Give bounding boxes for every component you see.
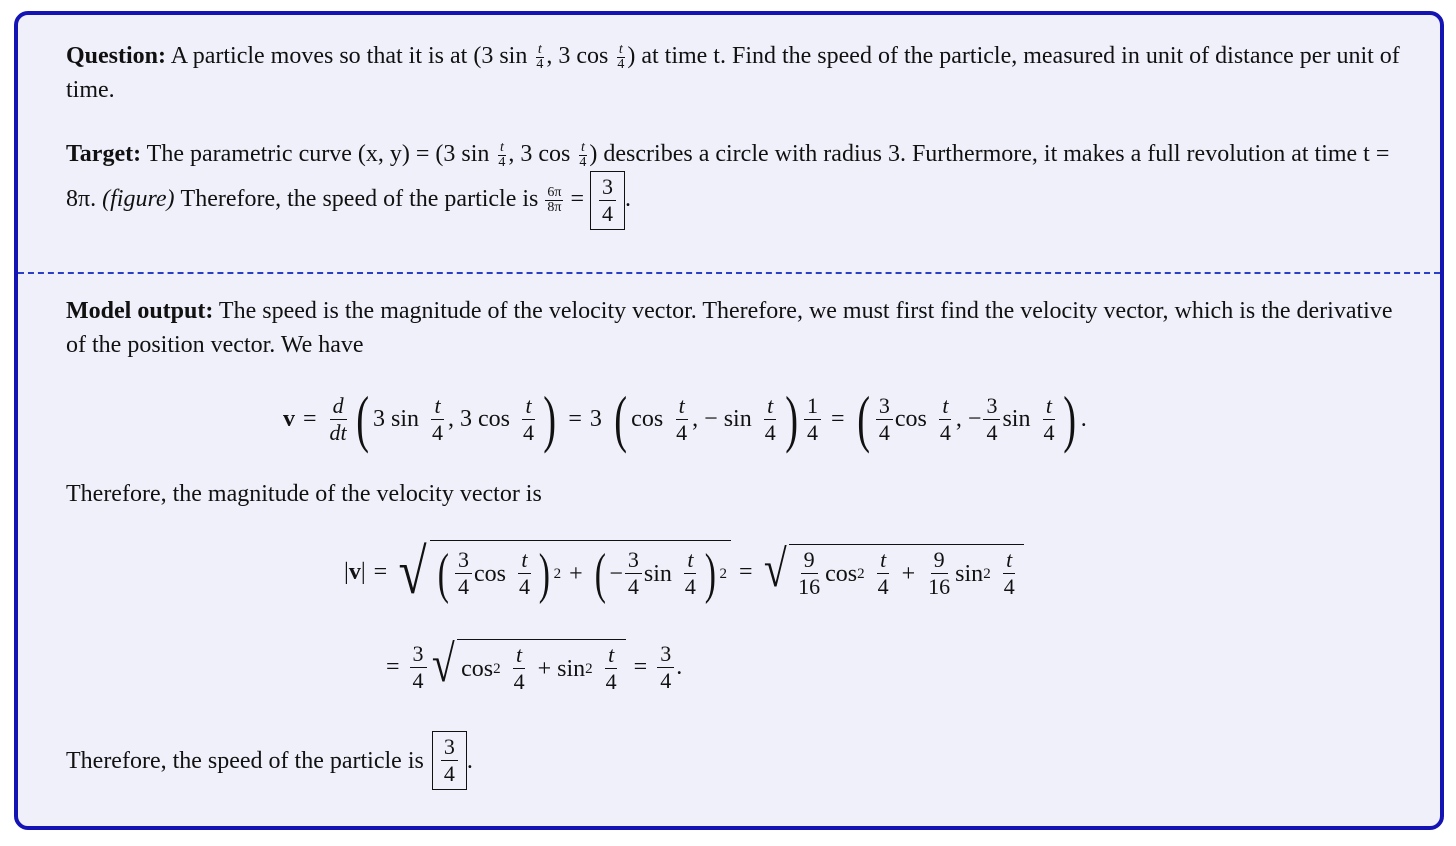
target-answer-den: 4 [602,201,614,226]
magnitude-intro-section [66,477,1402,511]
target-text-1: The parametric curve (x, y) = [146,141,430,167]
magnitude-equation-line2: = $\frac{3}{4}$ √ cos 2 $\frac{t}{4}$ + sin 2 $\frac{t}{4}$ = $\frac{3}{4}$ . [386,636,683,694]
conclusion-section: Therefore, the speed of the particle is $\frac{3}{4}$ . [66,731,1402,790]
target-answer-num: 3 [599,174,616,201]
question-text-before: A particle moves so that it is at [170,43,468,69]
target-label: Target: [66,141,142,167]
target-position-math: (3 sin $\frac{t}{4}$ , 3 cos $\frac{t}{4}$ ) [435,139,598,170]
question-label: Question: [66,43,167,69]
target-section: Target: The parametric curve (x, y) = (3 sin $\frac{t}{4}$ , 3 cos $\frac{t}{4}$ ) describes a circle with radius 3. Furthermore, it makes a full revolution at time t = 8π. (figure) Therefore, the speed of the particle is $\frac{6\pi}{8\pi}$ = $\frac{3}{4}$ . [66,137,1402,230]
target-text-3: Therefore, the speed of the particle is [180,186,539,213]
figure-note: (figure) [102,186,175,213]
ratio-fraction [545,186,563,215]
magnitude-intro: Therefore, the magnitude of the velocity vector is [66,481,542,507]
model-intro: The speed is the magnitude of the velocity vector. Therefore, we must first find the velocity vector, which is the derivative of the position vector. We have [66,298,1393,358]
model-answer-den: 4 [443,761,455,786]
model-section [66,294,1402,362]
model-answer-num: 3 [441,734,458,761]
model-conclusion: Therefore, the speed of the particle is [66,747,424,774]
solution-card [14,11,1444,830]
magnitude-equation-line1: | v | = √ ( $\frac{3}{4}$ cos $\frac{t}{4}$ ) 2 + ( − $\frac{3}{4}$ sin $\frac{t}{4}$ ) 2 = √ $\frac{9}{16}$ cos 2 $\frac{t}{4}$ + $\frac{9}{16}$ sin 2 $\frac{t}{4}$ [344,540,1024,604]
section-divider [18,272,1440,274]
target-answer-box [590,171,625,230]
model-label: Model output: [66,298,214,324]
question-position-math: (3 sin $\frac{t}{4}$ , 3 cos $\frac{t}{4}$ ) [473,41,636,72]
question-text-after: at time t. Find the speed of the particle, measured in unit of distance per unit of time. [66,43,1400,103]
question-section [66,39,1402,107]
ratio-numerator: 6π [547,185,562,200]
ratio-denominator: 8π [547,200,562,215]
velocity-equation: v = $\frac{d}{dt}$ ( 3 sin $\frac{t}{4}$ , 3 cos $\frac{t}{4}$ ) = 3 ( cos $\frac{t}{4}$ , − sin $\frac{t}{4}$ ) $\frac{1}{4}$ = ( $\frac{3}{4}$ cos $\frac{t}{4}$ , − $\frac{3}{4}$ sin $\frac{t}{4}$ ) . [283,383,1087,454]
target-text-2: describes a circle with radius 3. Furthermore, it makes a full revolution at time t = 8π. [66,141,1390,213]
model-answer-box [432,731,467,790]
